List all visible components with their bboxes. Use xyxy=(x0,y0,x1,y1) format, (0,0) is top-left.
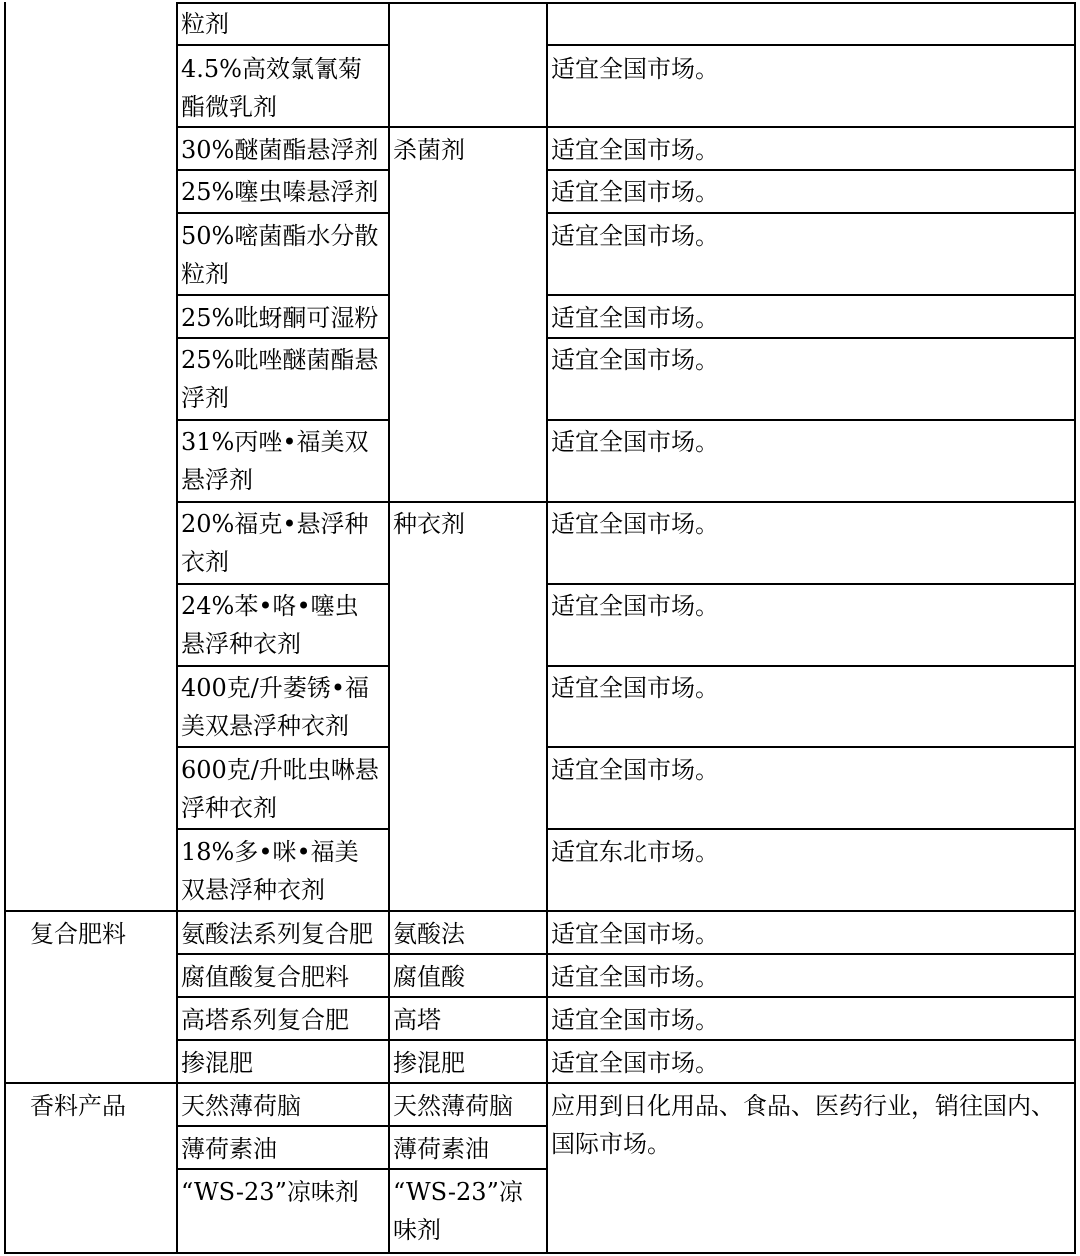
market-note: 适宜全国市场。 xyxy=(551,222,719,250)
market-note: 适宜全国市场。 xyxy=(551,346,719,374)
market-note: 适宜全国市场。 xyxy=(551,304,719,332)
column-divider-3 xyxy=(546,2,548,1254)
process-name: 腐值酸 xyxy=(393,963,465,991)
market-note: 适宜全国市场。 xyxy=(551,428,719,456)
market-note: 适宜全国市场。 xyxy=(551,510,719,538)
flavor-name: 薄荷素油 xyxy=(393,1135,489,1163)
row-line xyxy=(546,828,1076,830)
row-line xyxy=(546,583,1076,585)
type-label-seed-coating: 种衣剂 xyxy=(393,510,465,538)
market-note: 适宜全国市场。 xyxy=(551,674,719,702)
row-line xyxy=(546,337,1076,339)
row-line xyxy=(546,44,1076,46)
market-note-flavor: 应用到日化用品、食品、医药行业，销往国内、国际市场。 xyxy=(551,1092,1055,1158)
row-line xyxy=(176,44,390,46)
row-line xyxy=(176,665,390,667)
section-line xyxy=(4,910,1076,912)
product-name: 腐值酸复合肥料 xyxy=(181,963,349,991)
row-line xyxy=(176,1125,548,1127)
process-name: 氨酸法 xyxy=(393,920,465,948)
product-name: 天然薄荷脑 xyxy=(181,1092,301,1120)
market-note: 适宜全国市场。 xyxy=(551,963,719,991)
row-line xyxy=(176,828,390,830)
row-line xyxy=(176,212,390,214)
row-line xyxy=(176,953,1076,955)
product-name: 20%福克•悬浮种衣剂 xyxy=(181,510,369,576)
row-line xyxy=(546,746,1076,748)
product-name: “WS-23”凉味剂 xyxy=(181,1178,359,1206)
category-label-fertilizer: 复合肥料 xyxy=(30,920,126,948)
row-line xyxy=(176,1168,548,1170)
row-line xyxy=(546,212,1076,214)
market-note: 适宜全国市场。 xyxy=(551,178,719,206)
market-note: 适宜全国市场。 xyxy=(551,136,719,164)
market-note: 适宜全国市场。 xyxy=(551,1006,719,1034)
section-line xyxy=(4,1082,1076,1084)
row-line xyxy=(176,169,390,171)
product-name: 18%多•咪•福美双悬浮种衣剂 xyxy=(181,838,359,904)
market-note: 适宜全国市场。 xyxy=(551,592,719,620)
row-line xyxy=(176,294,390,296)
row-line xyxy=(546,419,1076,421)
row-line xyxy=(176,126,1076,128)
row-line xyxy=(546,665,1076,667)
border-left xyxy=(4,2,6,1254)
category-label-flavor: 香料产品 xyxy=(30,1092,126,1120)
type-label-fungicide: 杀菌剂 xyxy=(393,136,465,164)
column-divider-1 xyxy=(176,2,178,1254)
product-name: 50%嘧菌酯水分散粒剂 xyxy=(181,222,379,288)
product-name: 600克/升吡虫啉悬浮种衣剂 xyxy=(181,756,379,822)
border-bottom xyxy=(4,1252,1076,1254)
column-divider-2 xyxy=(388,2,390,1254)
process-name: 高塔 xyxy=(393,1006,441,1034)
row-line xyxy=(176,2,1076,4)
row-line xyxy=(176,1039,1076,1041)
market-note: 适宜全国市场。 xyxy=(551,756,719,784)
product-name: 400克/升萎锈•福美双悬浮种衣剂 xyxy=(181,674,370,740)
market-note: 适宜东北市场。 xyxy=(551,838,719,866)
product-name: 掺混肥 xyxy=(181,1049,253,1077)
row-line xyxy=(176,583,390,585)
product-name: 25%噻虫嗪悬浮剂 xyxy=(181,178,379,206)
row-line xyxy=(176,337,390,339)
product-name: 25%吡蚜酮可湿粉 xyxy=(181,304,379,332)
market-note: 适宜全国市场。 xyxy=(551,920,719,948)
row-line xyxy=(176,746,390,748)
product-name: 氨酸法系列复合肥 xyxy=(181,920,373,948)
product-name: 25%吡唑醚菌酯悬浮剂 xyxy=(181,346,379,412)
product-name: 高塔系列复合肥 xyxy=(181,1006,349,1034)
row-line xyxy=(546,294,1076,296)
market-note: 适宜全国市场。 xyxy=(551,1049,719,1077)
product-name: 薄荷素油 xyxy=(181,1135,277,1163)
row-line xyxy=(176,996,1076,998)
flavor-name: “WS-23”凉味剂 xyxy=(393,1178,523,1244)
process-name: 掺混肥 xyxy=(393,1049,465,1077)
product-name: 30%醚菌酯悬浮剂 xyxy=(181,136,379,164)
product-name: 粒剂 xyxy=(181,10,229,38)
product-name: 24%苯•咯•噻虫悬浮种衣剂 xyxy=(181,592,359,658)
product-name: 4.5%高效氯氰菊酯微乳剂 xyxy=(181,55,362,121)
row-line xyxy=(176,501,1076,503)
row-line xyxy=(176,419,390,421)
product-name: 31%丙唑•福美双悬浮剂 xyxy=(181,428,369,494)
flavor-name: 天然薄荷脑 xyxy=(393,1092,513,1120)
row-line xyxy=(546,169,1076,171)
border-right xyxy=(1074,2,1076,1254)
market-note: 适宜全国市场。 xyxy=(551,55,719,83)
